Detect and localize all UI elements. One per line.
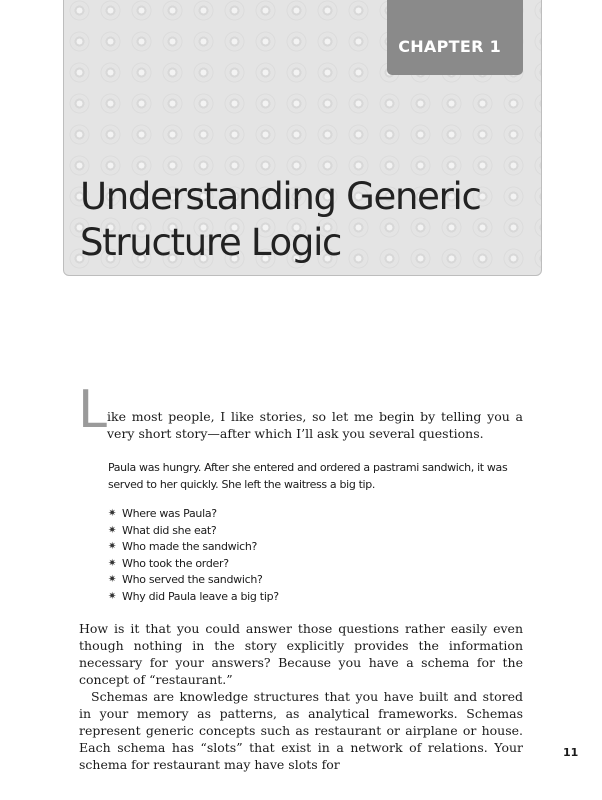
chapter-title xyxy=(80,174,481,266)
question-text: What did she eat? xyxy=(122,523,217,537)
intro-paragraph: ike most people, I like stories, so let me begin by telling you a very short story—after which I’ll ask you several questions. xyxy=(107,409,523,441)
chapter-title-line-1: Understanding Generic xyxy=(80,175,481,218)
chapter-title-line-2: Structure Logic xyxy=(80,221,342,264)
body-paragraph-1: How is it that you could answer those questions rather easily even though nothing in the story explicitly provides the information necessary for your answers? Because you have a schema for the concept of “restaurant.” xyxy=(79,621,523,687)
chapter-tab xyxy=(387,0,523,75)
question-item xyxy=(108,556,279,573)
asterisk-bullet-icon: ✷ xyxy=(108,508,117,519)
asterisk-bullet-icon: ✷ xyxy=(108,524,117,536)
asterisk-bullet-icon: ✷ xyxy=(108,541,117,552)
question-text: Why did Paula leave a big tip? xyxy=(122,589,279,603)
chapter-label: CHAPTER 1 xyxy=(398,37,501,56)
question-item xyxy=(108,523,279,540)
question-text: Who took the order? xyxy=(122,556,229,570)
question-list xyxy=(108,506,279,605)
question-text: Who made the sandwich? xyxy=(122,540,258,553)
page-number: 11 xyxy=(563,746,579,759)
story-excerpt: Paula was hungry. After she entered and ordered a pastrami sandwich, it was served to her quickly. She left the waitress a big tip. xyxy=(108,461,508,491)
body-text xyxy=(79,620,523,773)
question-item xyxy=(108,506,279,523)
question-item xyxy=(108,539,279,556)
question-item xyxy=(108,572,279,589)
body-paragraph-2: Schemas are knowledge structures that you have built and stored in your memory as patterns, as analytical frameworks. Schemas represent generic concepts such as restaurant or airplane or house. Each schema has “slots” that exist in a network of relations. Your schema for restaurant may have slots for xyxy=(79,689,523,772)
question-item xyxy=(108,589,279,606)
asterisk-bullet-icon: ✷ xyxy=(108,557,117,569)
asterisk-bullet-icon: ✷ xyxy=(108,590,117,602)
question-text: Where was Paula? xyxy=(122,507,217,520)
question-text: Who served the sandwich? xyxy=(122,573,263,586)
drop-cap: L xyxy=(78,380,107,440)
asterisk-bullet-icon: ✷ xyxy=(108,574,117,585)
